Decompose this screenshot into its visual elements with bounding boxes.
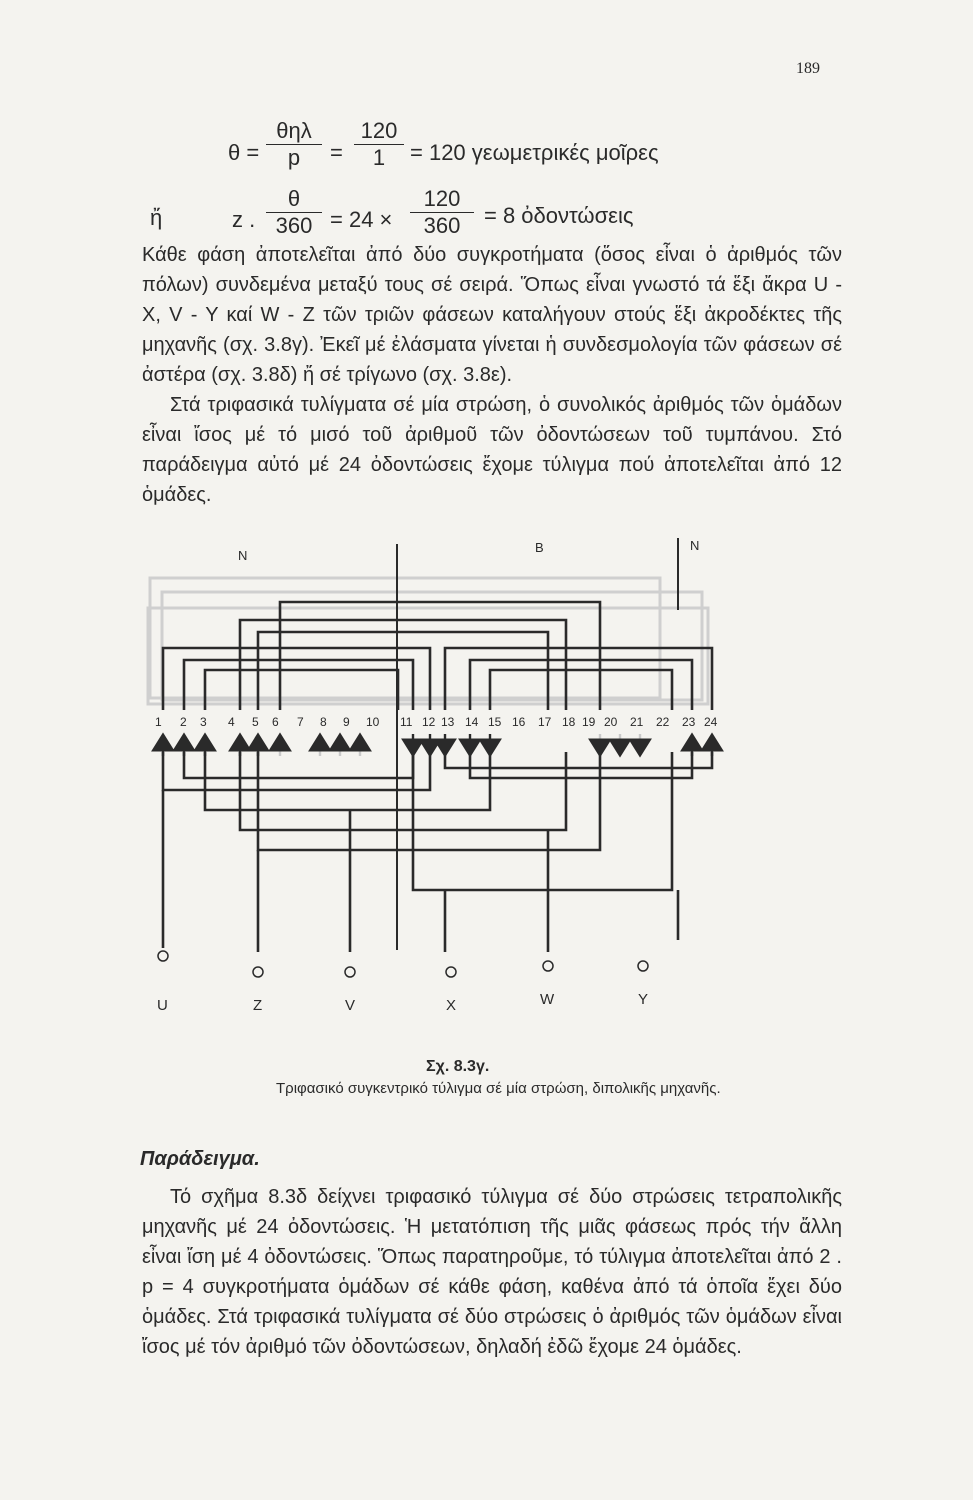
pole-labels [238, 538, 699, 563]
pole-label-n-right: N [690, 538, 700, 553]
formula2-fraction-2 [410, 186, 474, 239]
slot-number: 3 [200, 715, 207, 729]
terminal-circles [158, 951, 648, 977]
formula1-fraction-2 [354, 118, 404, 171]
terminal-label-z: Z [253, 997, 263, 1014]
slot-number: 1 [155, 715, 162, 729]
slot-number: 18 [562, 715, 576, 729]
slot-number: 4 [228, 715, 235, 729]
formula2-or: ἤ [150, 205, 163, 230]
formula1-frac2-numerator: 120 [354, 118, 404, 145]
formula1-frac1-denominator: p [287, 145, 301, 170]
formula2-frac1-denominator: 360 [275, 213, 313, 238]
slot-number: 5 [252, 715, 259, 729]
pole-label-n-left: N [238, 548, 248, 563]
formula2-rhs: = 8 ὀδοντώσεις [484, 203, 634, 228]
slot-number: 7 [297, 715, 304, 729]
formula1-frac1-numerator: θηλ [266, 118, 322, 145]
faint-background-lines [148, 578, 708, 704]
example-paragraph: Τό σχῆμα 8.3δ δείχνει τριφασικό τύλιγμα σέ δύο στρώσεις τετραπολικῆς μηχανῆς μέ 24 ὀδοντώσεις. Ἡ μετατόπιση τῆς μιᾶς φάσεως πρός τήν ἄλλη εἶναι ἴση μέ 4 ὀδοντώσεις. Ὅπως παρατηροῦμε, τό τύλιγμα ἀποτελεῖται ἀπό 2 . p = 4 συγκροτήματα ὁμάδων σέ κάθε φάση, καθένα ἀπό τά ὁποῖα ἔχει δύο ὁμάδες. Στά τριφασικά τυλίγματα σέ δύο στρώσεις ὁ ἀριθμός τῶν ὁμάδων εἶναι ἴσος μέ τόν ἀριθμό τῶν ὀδοντώσεων, δηλαδή ἐδῶ ἔχομε 24 ὁμάδες. [142, 1186, 842, 1358]
formula2-middle: = 24 × [330, 207, 393, 232]
coil-connections [163, 602, 712, 952]
slot-number: 11 [400, 715, 413, 729]
formula1-rhs: = 120 γεωμετρικές μοῖρες [410, 140, 659, 165]
paragraph-1: Κάθε φάση ἀποτελεῖται ἀπό δύο συγκροτήματα (ὅσος εἶναι ὁ ἀριθμός τῶν πόλων) συνδεμένα μεταξύ τους σέ σειρά. Ὅπως εἶναι γνωστό τά ἕξι ἄκρα U - X, V - Y καί W - Z τῶν τριῶν φάσεων καταλήγουν στούς ἕξι ἀκροδέκτες τῆς μηχανῆς (σχ. 3.8γ). Ἐκεῖ μέ ἐλάσματα γίνεται ἡ συνδεσμολογία τῶν φάσεων σέ ἀστέρα (σχ. 3.8δ) ἤ σέ τρίγωνο (σχ. 3.8ε). [142, 244, 842, 386]
page-number: 189 [796, 60, 820, 77]
formula2-frac2-numerator: 120 [410, 186, 474, 213]
slot-number: 15 [488, 715, 502, 729]
formula1-frac2-denominator: 1 [372, 145, 386, 170]
slot-number: 16 [512, 715, 526, 729]
slot-number: 12 [422, 715, 436, 729]
terminal-label-y: Y [638, 991, 649, 1008]
formula2-z: z . [232, 207, 256, 232]
terminal-labels [157, 991, 648, 1014]
slot-number: 22 [656, 715, 670, 729]
slot-number: 23 [682, 715, 696, 729]
figure-number: Σχ. 8.3γ. [426, 1058, 490, 1075]
slot-number: 19 [582, 715, 596, 729]
terminal-label-w: W [540, 991, 555, 1008]
slot-numbers [155, 715, 718, 729]
formula2-frac2-denominator: 360 [423, 213, 461, 238]
figure-caption: Τριφασικό συγκεντρικό τύλιγμα σέ μία στρώση, διπολικῆς μηχανῆς. [276, 1080, 721, 1097]
slot-number: 20 [604, 715, 618, 729]
formula1-fraction-1 [266, 118, 322, 171]
slot-number: 10 [366, 715, 380, 729]
pole-label-b: B [535, 540, 544, 555]
slot-number: 6 [272, 715, 279, 729]
formula2-fraction-1 [266, 186, 322, 239]
formula2-frac1-numerator: θ [266, 186, 322, 213]
paragraph-2: Στά τριφασικά τυλίγματα σέ μία στρώση, ὁ συνολικός ἀριθμός τῶν ὁμάδων εἶναι ἴσος μέ τό μισό τοῦ ἀριθμοῦ τῶν ὀδοντώσεων τοῦ τυμπάνου. Στό παράδειγμα αὐτό μέ 24 ὀδοντώσεις ἔχομε τύλιγμα πού ἀποτελεῖται ἀπό 12 ὁμάδες. [142, 394, 842, 506]
winding-diagram [0, 520, 973, 1030]
pole-axis-lines [397, 538, 678, 950]
faint-arrows [280, 734, 640, 756]
slot-number: 24 [704, 715, 718, 729]
slot-number: 14 [465, 715, 479, 729]
current-arrows [163, 734, 712, 756]
terminal-label-x: X [446, 997, 457, 1014]
formula1-lhs: θ = [228, 140, 260, 165]
slot-number: 2 [180, 715, 187, 729]
slot-number: 9 [343, 715, 350, 729]
slot-number: 21 [630, 715, 644, 729]
slot-number: 13 [441, 715, 455, 729]
terminal-label-v: V [345, 997, 356, 1014]
formula1-equals: = [330, 140, 343, 165]
terminal-label-u: U [157, 997, 168, 1014]
slot-number: 17 [538, 715, 552, 729]
example-heading: Παράδειγμα. [140, 1148, 260, 1170]
slot-number: 8 [320, 715, 327, 729]
